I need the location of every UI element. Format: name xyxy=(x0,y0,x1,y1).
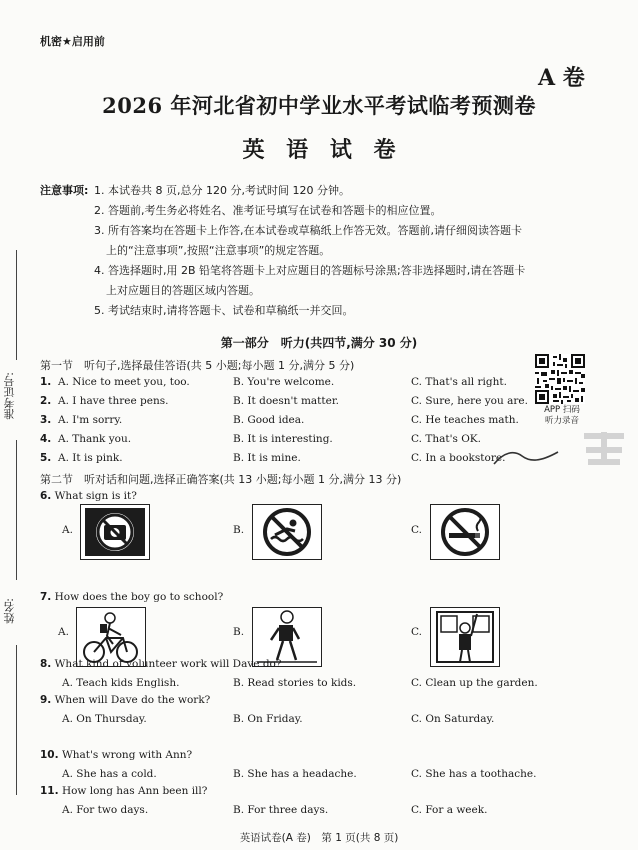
option-b[interactable]: B. Good idea. xyxy=(233,414,305,426)
exam-title: 2026 年河北省初中学业水平考试临考预测卷 xyxy=(102,93,536,118)
no-smoking-sign-icon xyxy=(431,505,499,559)
option-a[interactable]: A. On Thursday. xyxy=(62,713,147,725)
option-b[interactable]: B. She has a headache. xyxy=(233,768,357,780)
section-2-title: 第二节 听对话和问题,选择正确答案(共 13 小题;每小题 1 分,满分 13 分) xyxy=(40,473,402,486)
no-photos-sign-icon xyxy=(81,505,149,559)
option-b[interactable]: B. You're welcome. xyxy=(233,376,335,388)
question-7: 7. How does the boy go to school? xyxy=(40,591,224,603)
option-a[interactable]: A. For two days. xyxy=(62,804,149,816)
option-c[interactable]: C. In a bookstore. xyxy=(411,452,506,464)
note-item: 5. 考试结束时,请将答题卡、试卷和草稿纸一并交回。 xyxy=(94,304,354,317)
option-a[interactable]: A. Nice to meet you, too. xyxy=(58,376,190,388)
option-b[interactable]: B. xyxy=(233,524,245,536)
option-c[interactable]: C. On Saturday. xyxy=(411,713,495,725)
option-b[interactable]: B. Read stories to kids. xyxy=(233,677,357,689)
option-c[interactable]: C. xyxy=(411,626,422,638)
subject-title: 英 语 试 卷 xyxy=(242,137,396,163)
question-11: 11. How long has Ann been ill? xyxy=(40,785,208,797)
option-c-image[interactable] xyxy=(430,504,500,560)
option-b[interactable]: B. It is mine. xyxy=(233,452,301,464)
qr-code-icon[interactable] xyxy=(535,354,585,404)
question-6: 6. What sign is it? xyxy=(40,490,137,502)
option-a[interactable]: A. I have three pens. xyxy=(58,395,169,407)
option-b[interactable]: B. It is interesting. xyxy=(233,433,333,445)
confidential-label: 机密★启用前 xyxy=(40,35,105,48)
option-c[interactable]: C. That's OK. xyxy=(411,433,481,445)
option-b[interactable]: B. For three days. xyxy=(233,804,329,816)
option-c[interactable]: C. xyxy=(411,524,422,536)
option-a[interactable]: A. Thank you. xyxy=(58,433,132,445)
name-line xyxy=(16,645,17,795)
pen-scribble xyxy=(492,446,562,468)
exam-id-line xyxy=(16,440,17,580)
boy-on-bus-icon xyxy=(431,608,499,666)
note-item: 上对应题目的答题区域内答题。 xyxy=(106,284,260,297)
option-c[interactable]: C. He teaches math. xyxy=(411,414,519,426)
section-1-title: 第一节 听句子,选择最佳答语(共 5 小题;每小题 1 分,满分 5 分) xyxy=(40,359,355,372)
bleed-through-mark xyxy=(578,428,630,468)
option-b[interactable]: B. It doesn't matter. xyxy=(233,395,340,407)
option-a[interactable]: A. Teach kids English. xyxy=(62,677,180,689)
option-c[interactable]: C. Clean up the garden. xyxy=(411,677,538,689)
question-number: 5. xyxy=(40,452,52,464)
name-label: 姓名: xyxy=(3,598,16,624)
question-8: 8. What kind of volunteer work will Dave do? xyxy=(40,658,282,670)
question-number: 2. xyxy=(40,395,52,407)
option-c[interactable]: C. She has a toothache. xyxy=(411,768,537,780)
note-item: 1. 本试卷共 8 页,总分 120 分,考试时间 120 分钟。 xyxy=(94,184,350,197)
option-b-image[interactable] xyxy=(252,504,322,560)
note-item: 3. 所有答案均在答题卡上作答,在本试卷或草稿纸上作答无效。答题前,请仔细阅读答题卡 xyxy=(94,224,522,237)
option-a-image[interactable] xyxy=(80,504,150,560)
note-item: 4. 答选择题时,用 2B 铅笔将答题卡上对应题目的答题标号涂黑;答非选择题时,请在答题卡 xyxy=(94,264,526,277)
question-number: 1. xyxy=(40,376,52,388)
option-a[interactable]: A. xyxy=(58,626,69,638)
option-c-image[interactable] xyxy=(430,607,500,667)
option-c[interactable]: C. For a week. xyxy=(411,804,488,816)
option-a[interactable]: A. It is pink. xyxy=(58,452,123,464)
question-number: 3. xyxy=(40,414,52,426)
option-b[interactable]: B. xyxy=(233,626,245,638)
note-item: 2. 答题前,考生务必将姓名、准考证号填写在试卷和答题卡的相应位置。 xyxy=(94,204,442,217)
option-a[interactable]: A. She has a cold. xyxy=(62,768,157,780)
notes-heading: 注意事项: xyxy=(40,184,89,197)
option-c[interactable]: C. Sure, here you are. xyxy=(411,395,528,407)
qr-caption: APP 扫码 听力录音 xyxy=(544,405,580,426)
note-item: 上的“注意事项”,按照“注意事项”的规定答题。 xyxy=(106,244,331,257)
page-footer: 英语试卷(A 卷) 第 1 页(共 8 页) xyxy=(239,832,399,844)
question-9: 9. When will Dave do the work? xyxy=(40,694,211,706)
paper-version: A 卷 xyxy=(538,65,585,91)
question-number: 4. xyxy=(40,433,52,445)
option-a[interactable]: A. xyxy=(62,524,73,536)
option-c[interactable]: C. That's all right. xyxy=(411,376,507,388)
option-b[interactable]: B. On Friday. xyxy=(233,713,303,725)
exam-id-label: 准考证号: xyxy=(3,372,16,420)
no-swimming-sign-icon xyxy=(253,505,321,559)
question-10: 10. What's wrong with Ann? xyxy=(40,749,193,761)
part-title: 第一部分 听力(共四节,满分 30 分) xyxy=(220,336,418,350)
option-a[interactable]: A. I'm sorry. xyxy=(58,414,123,426)
